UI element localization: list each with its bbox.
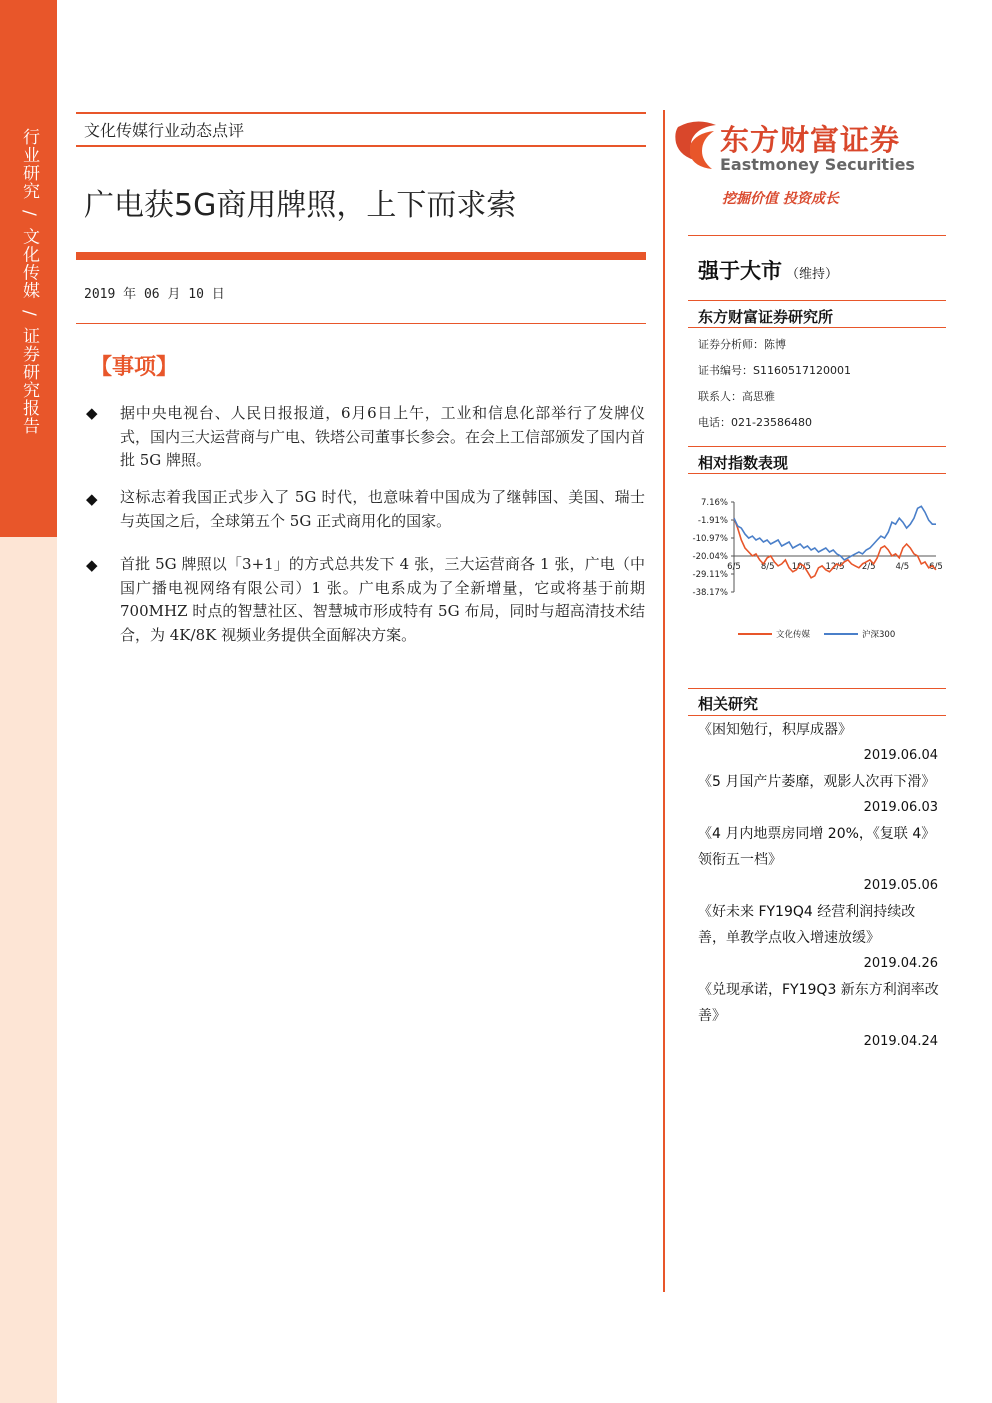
header-sub-rule xyxy=(76,145,646,147)
chart-x-tick-label: 4/5 xyxy=(895,562,910,573)
institute-rule xyxy=(688,327,946,328)
rating-label: 强于大市 xyxy=(698,259,782,283)
chart-top-rule xyxy=(688,446,946,447)
institute-name: 东方财富证券研究所 xyxy=(698,308,834,326)
chart-series-line-2 xyxy=(734,506,936,560)
related-item-date: 2019.05.06 xyxy=(863,878,938,893)
related-item-title[interactable]: 《5 月国产片萎靡，观影人次再下滑》 xyxy=(698,774,936,790)
chart-section-title: 相对指数表现 xyxy=(698,454,789,472)
analyst-cert: 证书编号：S1160517120001 xyxy=(698,364,851,377)
header-top-rule xyxy=(76,112,646,114)
chart-legend-label: 沪深300 xyxy=(862,630,896,640)
chart-y-tick-label: -38.17% xyxy=(692,588,728,598)
sidebar-part-2: 文化传媒 xyxy=(19,227,39,300)
section-heading: 【事项】 xyxy=(90,354,179,380)
related-item-date: 2019.04.26 xyxy=(863,956,938,971)
brand-name-cn: 东方财富证券 xyxy=(720,123,901,157)
related-item-date: 2019.06.03 xyxy=(863,800,938,815)
related-top-rule xyxy=(688,688,946,689)
rating-bottom-rule xyxy=(688,300,946,301)
related-section-title: 相关研究 xyxy=(698,695,759,713)
chart-x-tick-label: 10/5 xyxy=(791,562,811,573)
related-item-date: 2019.06.04 xyxy=(863,748,938,763)
sidebar-band xyxy=(0,0,57,1403)
related-item-title[interactable]: 《4 月内地票房同增 20%，《复联 4》领衔五一档》 xyxy=(698,826,936,868)
chart-y-tick-label: 7.16% xyxy=(700,498,728,508)
chart-x-tick-label: 8/5 xyxy=(760,562,775,573)
sidebar-separator: / xyxy=(19,210,39,218)
contact-person: 联系人：高思雅 xyxy=(698,390,775,403)
related-item-title[interactable]: 《好未来 FY19Q4 经营利润持续改善，单教学点收入增速放缓》 xyxy=(698,904,916,946)
analyst-name: 证券分析师：陈博 xyxy=(698,338,786,351)
contact-phone: 电话：021-23586480 xyxy=(698,416,812,429)
related-item-title[interactable]: 《兑现承诺，FY19Q3 新东方利润率改善》 xyxy=(698,982,939,1024)
chart-y-tick-label: -29.11% xyxy=(692,570,728,580)
chart-legend-label: 文化传媒 xyxy=(776,630,811,640)
sidebar-separator: / xyxy=(19,309,39,317)
relative-index-chart xyxy=(688,488,946,644)
related-item-date: 2019.04.24 xyxy=(863,1034,938,1049)
chart-y-tick-label: -1.91% xyxy=(697,516,728,526)
bullet-paragraph-2: 这标志着我国正式步入了 5G 时代，也意味着中国成为了继韩国、美国、瑞士与英国之后，全球第五个 5G 正式商用化的国家。 xyxy=(120,488,645,530)
chart-title-rule xyxy=(688,473,946,474)
report-date: 2019 年 06 月 10 日 xyxy=(84,287,225,302)
date-rule xyxy=(76,323,646,324)
related-title-rule xyxy=(688,715,946,716)
bullet-diamond-icon: ◆ xyxy=(86,490,98,508)
rating xyxy=(698,255,838,285)
brand-name-en: Eastmoney Securities xyxy=(720,155,915,174)
bullet-paragraph-3: 首批 5G 牌照以「3+1」的方式总共发下 4 张，三大运营商各 1 张，广电（中国广播电视网络有限公司）1 张。广电系成为了全新增量，它或将基于前期 700MHZ 时点的智慧社区、智慧城市形成特有 5G 布局，同时与超高清技术结合，为 4K/8K 视频业务提供全面解决方案。 xyxy=(120,555,645,644)
sidebar-part-3: 证券研究报告 xyxy=(19,327,39,436)
brand-slogan: 挖掘价值 投资成长 xyxy=(722,191,839,207)
title-thick-rule xyxy=(76,252,646,260)
chart-x-tick-label: 6/5 xyxy=(929,562,943,573)
related-item-title[interactable]: 《困知勉行，积厚成器》 xyxy=(698,722,852,738)
chart-x-tick-label: 6/5 xyxy=(727,562,741,573)
chart-x-tick-label: 2/5 xyxy=(861,562,876,573)
chart-y-tick-label: -10.97% xyxy=(692,534,728,544)
sidebar-part-1: 行业研究 xyxy=(19,128,39,200)
rating-top-rule xyxy=(688,235,946,236)
page-title: 广电获5G商用牌照，上下而求索 xyxy=(84,188,517,223)
bullet-diamond-icon: ◆ xyxy=(86,404,98,422)
bullet-paragraph-1: 据中央电视台、人民日报报道，6月6日上午，工业和信息化部举行了发牌仪式，国内三大运营商与广电、铁塔公司董事长参会。在会上工信部颁发了国内首批 5G 牌照。 xyxy=(120,404,646,469)
sidebar-category-label xyxy=(16,128,42,435)
bullet-diamond-icon: ◆ xyxy=(86,556,98,574)
rating-note: （维持） xyxy=(786,267,839,282)
chart-y-tick-label: -20.04% xyxy=(692,552,728,562)
column-divider xyxy=(663,110,665,1292)
report-type: 文化传媒行业动态点评 xyxy=(84,121,245,140)
chart-x-tick-label: 12/5 xyxy=(825,562,845,573)
